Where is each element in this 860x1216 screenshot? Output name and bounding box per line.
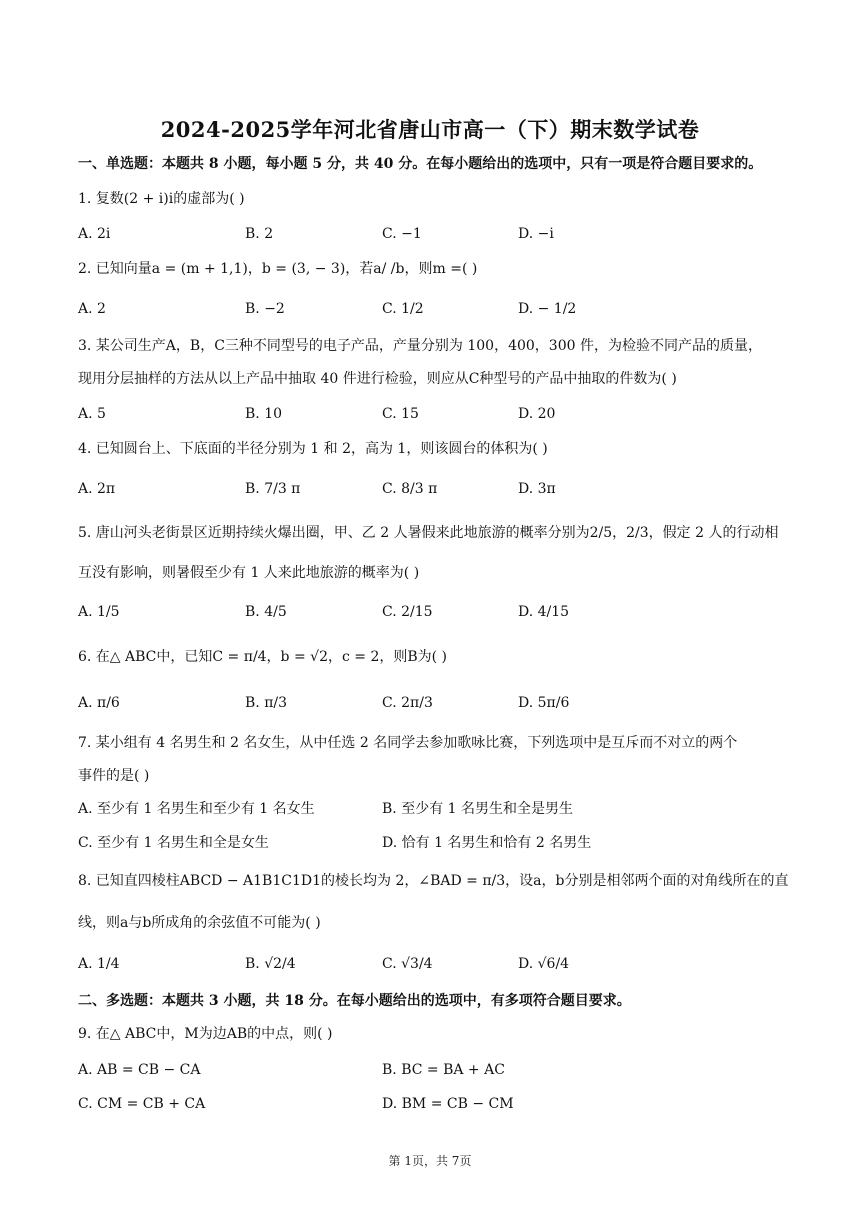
q7-stem-line1: 7. 某小组有 4 名男生和 2 名女生，从中任选 2 名同学去参加歌咏比赛，下列选项中是互斥而不对立的两个 xyxy=(78,735,738,751)
section-multiple-choice: 二、多选题：本题共 3 小题，共 18 分。在每小题给出的选项中，有多项符合题目要求。 xyxy=(78,993,631,1009)
q9-option-d: D. BM = CB − CM xyxy=(382,1096,514,1112)
page-footer: 第 1页，共 7页 xyxy=(388,1154,472,1168)
q6-option-c: C. 2π/3 xyxy=(382,695,433,711)
q8-option-c: C. √3/4 xyxy=(382,956,433,972)
q5-option-c: C. 2/15 xyxy=(382,604,433,620)
q7-option-a: A. 至少有 1 名男生和至少有 1 名女生 xyxy=(78,801,315,817)
q4-option-c: C. 8/3 π xyxy=(382,481,438,497)
q8-stem-line1: 8. 已知直四棱柱ABCD − A1B1C1D1的棱长均为 2，∠BAD = π/3，设a，b分别是相邻两个面的对角线所在的直 xyxy=(78,873,789,889)
q5-option-a: A. 1/5 xyxy=(78,604,120,620)
q2-stem: 2. 已知向量a = (m + 1,1)，b = (3, − 3)，若a/ /b，则m =( ) xyxy=(78,261,478,277)
q8-stem-line2: 线，则a与b所成角的余弦值不可能为( ) xyxy=(78,915,321,931)
q9-option-c: C. CM = CB + CA xyxy=(78,1096,206,1112)
q6-option-d: D. 5π/6 xyxy=(518,695,570,711)
q4-option-d: D. 3π xyxy=(518,481,556,497)
q4-option-b: B. 7/3 π xyxy=(245,481,301,497)
q1-option-d: D. −i xyxy=(518,226,554,242)
q3-option-c: C. 15 xyxy=(382,406,419,422)
q9-option-b: B. BC = BA + AC xyxy=(382,1062,505,1078)
q3-option-a: A. 5 xyxy=(78,406,106,422)
q8-option-b: B. √2/4 xyxy=(245,956,296,972)
q9-stem: 9. 在△ ABC中，M为边AB的中点，则( ) xyxy=(78,1026,333,1042)
q5-stem-line1: 5. 唐山河头老街景区近期持续火爆出圈，甲、乙 2 人暑假来此地旅游的概率分别为2/5，2/3，假定 2 人的行动相 xyxy=(78,525,779,541)
q4-stem: 4. 已知圆台上、下底面的半径分别为 1 和 2，高为 1，则该圆台的体积为( ) xyxy=(78,441,548,457)
q7-option-d: D. 恰有 1 名男生和恰有 2 名男生 xyxy=(382,835,592,851)
q4-option-a: A. 2π xyxy=(78,481,116,497)
q3-stem-line1: 3. 某公司生产A，B，C三种不同型号的电子产品，产量分别为 100，400，300 件，为检验不同产品的质量， xyxy=(78,338,762,354)
section-single-choice: 一、单选题：本题共 8 小题，每小题 5 分，共 40 分。在每小题给出的选项中，只有一项是符合题目要求的。 xyxy=(78,156,763,172)
q3-option-b: B. 10 xyxy=(245,406,283,422)
q7-stem-line2: 事件的是( ) xyxy=(78,768,150,784)
q2-option-c: C. 1/2 xyxy=(382,301,424,317)
q6-stem: 6. 在△ ABC中，已知C = π/4，b = √2，c = 2，则B为( ) xyxy=(78,649,448,665)
q9-option-a: A. AB = CB − CA xyxy=(78,1062,201,1078)
q6-option-a: A. π/6 xyxy=(78,695,120,711)
q3-stem-line2: 现用分层抽样的方法从以上产品中抽取 40 件进行检验，则应从C种型号的产品中抽取的件数为( ) xyxy=(78,371,677,387)
q7-option-c: C. 至少有 1 名男生和全是女生 xyxy=(78,835,269,851)
q3-option-d: D. 20 xyxy=(518,406,556,422)
q2-option-b: B. −2 xyxy=(245,301,285,317)
q1-option-a: A. 2i xyxy=(78,226,111,242)
q1-option-b: B. 2 xyxy=(245,226,274,242)
q1-option-c: C. −1 xyxy=(382,226,422,242)
q7-option-b: B. 至少有 1 名男生和全是男生 xyxy=(382,801,573,817)
q2-option-a: A. 2 xyxy=(78,301,106,317)
q5-option-d: D. 4/15 xyxy=(518,604,570,620)
q6-option-b: B. π/3 xyxy=(245,695,288,711)
q5-stem-line2: 互没有影响，则暑假至少有 1 人来此地旅游的概率为( ) xyxy=(78,565,420,581)
q1-stem: 1. 复数(2 + i)i的虚部为( ) xyxy=(78,191,245,207)
q2-option-d: D. − 1/2 xyxy=(518,301,577,317)
page-title: 2024-2025学年河北省唐山市高一（下）期末数学试卷 xyxy=(160,117,700,142)
q8-option-a: A. 1/4 xyxy=(78,956,120,972)
q5-option-b: B. 4/5 xyxy=(245,604,287,620)
q8-option-d: D. √6/4 xyxy=(518,956,570,972)
